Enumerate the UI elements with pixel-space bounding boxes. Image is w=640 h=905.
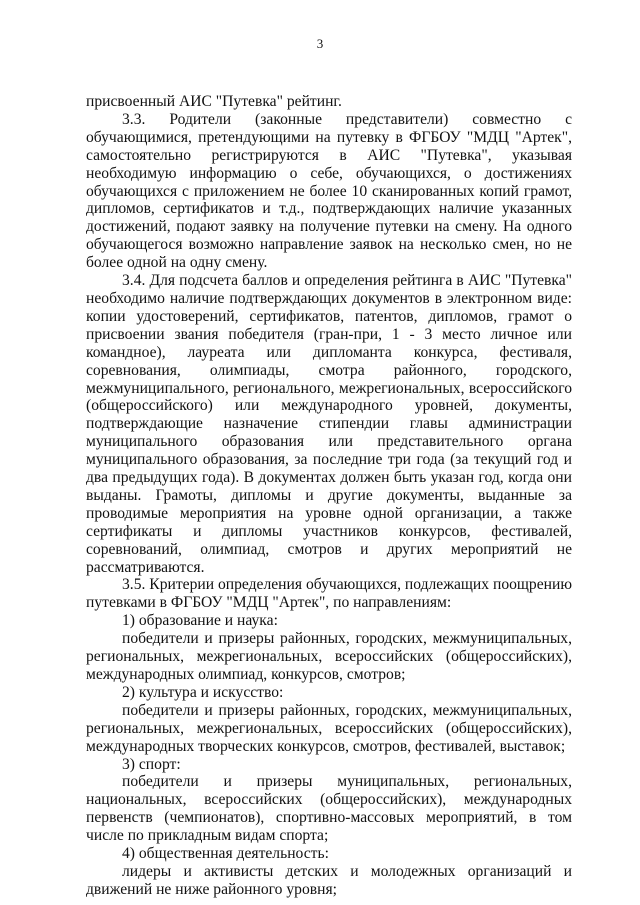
criteria-text-sport: победители и призеры муниципальных, региональных, национальных, всероссийских (общероссийских), международных первенств (чемпионатов), спортивно-массовых мероприятий, в том числе по прикладным видам спорта;	[86, 773, 572, 845]
page-number: 3	[316, 36, 324, 51]
paragraph-3-4: 3.4. Для подсчета баллов и определения рейтинга в АИС "Путевка" необходимо наличие подтверждающих документов в электронном виде: копии удостоверений, сертификатов, патентов, дипломов, грамот о присвоении звания победителя (гран-при, 1 - 3 место личное или командное), лауреата или дипломанта конкурса, фестиваля, соревнования, олимпиады, смотра районного, городского, межмуниципального, регионального, межрегиональных, всероссийского (общероссийского) или международного уровней, документы, подтверждающие назначение стипендии главы администрации муниципального образования или представительного органа муниципального образования, за последние три года (за текущий год и два предыдущих года). В документах должен быть указан год, когда они выданы. Грамоты, дипломы и другие документы, выданные за проводимые мероприятия на уровне одной организации, а также сертификаты и дипломы участников конкурсов, фестивалей, соревнований, олимпиад, смотров и других мероприятий не рассматриваются.	[86, 272, 572, 576]
criteria-text-education: победители и призеры районных, городских, межмуниципальных, региональных, межрегиональных, всероссийских (общероссийских), международных олимпиад, конкурсов, смотров;	[86, 630, 572, 683]
paragraph-3-5: 3.5. Критерии определения обучающихся, подлежащих поощрению путевками в ФГБОУ "МДЦ "Артек", по направлениям:	[86, 576, 572, 612]
criteria-heading-culture: 2) культура и искусство:	[122, 683, 284, 701]
document-body	[86, 93, 572, 899]
criteria-text-social: лидеры и активисты детских и молодежных организаций и движений не ниже районного уровня;	[86, 862, 572, 898]
paragraph-3-3: 3.3. Родители (законные представители) совместно с обучающимися, претендующими на путевку в ФГБОУ "МДЦ "Артек", самостоятельно регистрируются в АИС "Путевка", указывая необходимую информацию о себе, обучающихся, о достижениях обучающихся с приложением не более 10 сканированных копий грамот, дипломов, сертификатов и т.д., подтверждающих наличие указанных достижений, подают заявку на получение путевки на смену. На одного обучающегося возможно направление заявок на несколько смен, но не более одной на одну смену.	[86, 110, 572, 272]
criteria-heading-education: 1) образование и наука:	[122, 612, 278, 630]
criteria-text-culture: победители и призеры районных, городских, межмуниципальных, региональных, межрегиональных, всероссийских (общероссийских), международных творческих конкурсов, смотров, фестивалей, выставок;	[86, 701, 572, 755]
criteria-heading-social: 4) общественная деятельность:	[122, 845, 329, 863]
paragraph-continuation: присвоенный АИС "Путевка" рейтинг.	[86, 93, 342, 110]
criteria-heading-sport: 3) спорт:	[122, 755, 181, 773]
